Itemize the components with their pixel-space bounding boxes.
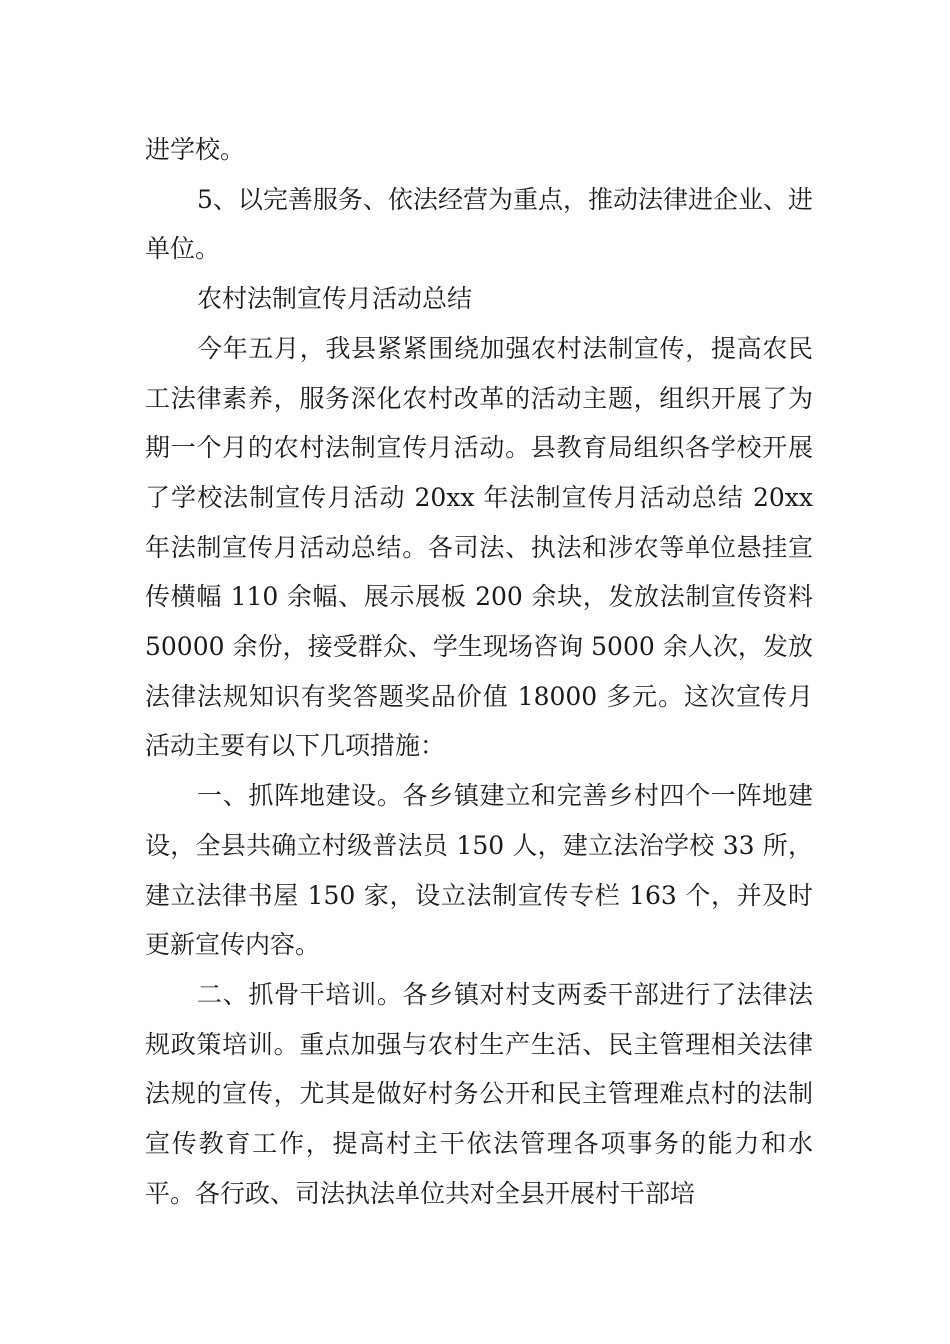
paragraph-continuation: 进学校。 bbox=[145, 135, 246, 164]
paragraph-measure-1: 一、抓阵地建设。各乡镇建立和完善乡村四个一阵地建设，全县共确立村级普法员 150 人，建立法治学校 33 所，建立法律书屋 150 家，设立法制宣传专栏 163 个，并及时更新宣传内容。 bbox=[145, 781, 813, 960]
paragraph-item-5: 5、以完善服务、依法经营为重点，推动法律进企业、进单位。 bbox=[145, 184, 813, 264]
paragraph-intro: 今年五月，我县紧紧围绕加强农村法制宣传，提高农民工法律素养，服务深化农村改革的活动主题，组织开展了为期一个月的农村法制宣传月活动。县教育局组织各学校开展了学校法制宣传月活动 20xx 年法制宣传月活动总结 20xx 年法制宣传月活动总结。各司法、执法和涉农等单位悬挂宣传横幅 110 余幅、展示展板 200 余块，发放法制宣传资料 50000 余份，接受群众、学生现场咨询 5000 余人次，发放法律法规知识有奖答题奖品价值 18000 多元。这次宣传月活动主要有以下几项措施： bbox=[145, 333, 813, 761]
paragraph-measure-2: 二、抓骨干培训。各乡镇对村支两委干部进行了法律法规政策培训。重点加强与农村生产生活、民主管理相关法律法规的宣传，尤其是做好村务公开和民主管理难点村的法制宣传教育工作，提高村主干依法管理各项事务的能力和水平。各行政、司法执法单位共对全县开展村干部培 bbox=[145, 979, 813, 1208]
document-body bbox=[145, 125, 813, 1218]
section-heading: 农村法制宣传月活动总结 bbox=[197, 284, 473, 314]
